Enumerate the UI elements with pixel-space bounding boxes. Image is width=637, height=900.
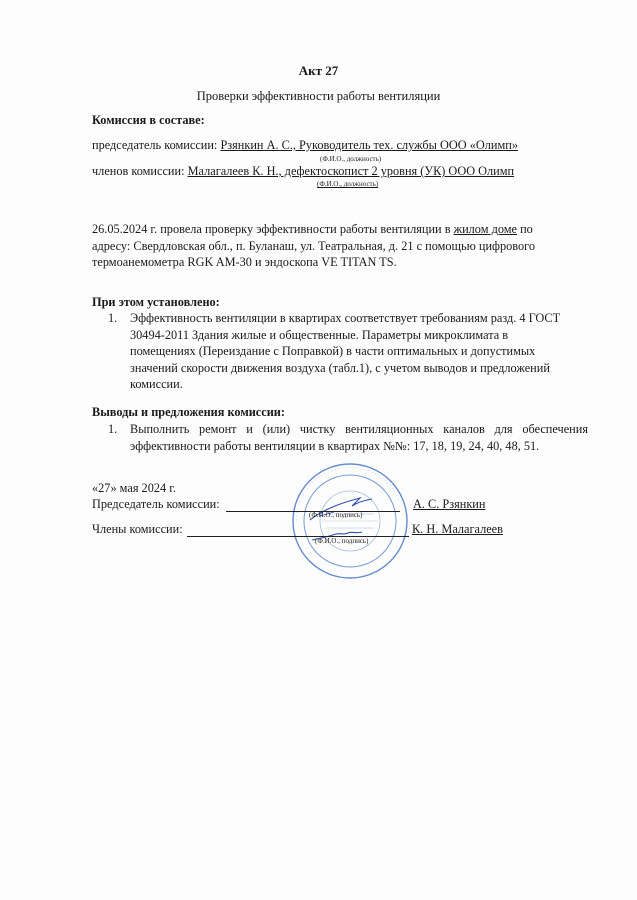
established-item-number: 1. (108, 311, 118, 325)
established-item (108, 310, 570, 393)
members-value: Малагалеев К. Н., дефектоскопист 2 уровня (УК) ООО Олимп (187, 164, 515, 178)
chairman-sign-name: А. С. Рзянкин (413, 497, 486, 511)
chairman-caption: (Ф.И.О., должность) (320, 155, 382, 163)
members-sign-name: К. Н. Малагалеев (412, 522, 503, 536)
chairman-value: Рзянкин А. С., Руководитель тех. службы ООО «Олимп» (220, 138, 518, 152)
document-subtitle: Проверки эффективности работы вентиляции (196, 89, 441, 103)
members-sign-label: Члены комиссии: (92, 522, 183, 536)
established-heading: При этом установлено: (92, 295, 220, 309)
commission-heading: Комиссия в составе: (92, 113, 205, 127)
conclusions-heading: Выводы и предложения комиссии: (92, 405, 285, 419)
svg-text:· · · · · · · · · · · · · · ·: · · · · · · · · · · · · · · · · · · · · · · · · · · · · · · · · · · · · · · · · · · (293, 464, 405, 522)
chairman-prefix: председатель комиссии: (92, 138, 221, 152)
members-sign-line (187, 536, 409, 537)
chairman-line (92, 138, 518, 153)
established-item-text: Эффективность вентиляции в квартирах соответствует требованиям разд. 4 ГОСТ 30494-2011 Здания жилые и общественные. Параметры микроклимата в помещениях (Переиздание с Поправкой) в части оптимальных и допустимых значений скорости движения воздуха (табл.1), с учетом выводов и предложений комиссии. (130, 311, 561, 391)
intro-paragraph (92, 221, 562, 271)
conclusions-item-text: Выполнить ремонт и (или) чистку вентиляционных каналов для обеспечения эффективности работы вентиляции в квартирах №№: 17, 18, 19, 24, 40, 48, 51. (130, 422, 588, 453)
signing-date: «27» мая 2024 г. (92, 481, 176, 495)
members-line (92, 164, 514, 179)
intro-part2: по адресу: Свердловская обл., п. Буланаш, ул. Театральная, д. 21 с помощью цифрового термоанемометра RGK AM-30 и эндоскопа VE TITAN TS. (92, 222, 536, 269)
chairman-sign-caption: (Ф.И.О., подпись) (309, 511, 363, 519)
intro-underlined: жилом доме (453, 222, 517, 236)
document-title: Акт 27 (298, 63, 339, 78)
intro-part1: 26.05.2024 г. провела проверку эффективности работы вентиляции в (92, 222, 454, 236)
members-caption: (Ф.И.О., должность) (317, 180, 379, 188)
members-prefix: членов комиссии: (92, 164, 188, 178)
members-sign-caption: (Ф.И.О., подпись) (315, 537, 369, 545)
conclusions-item (108, 421, 588, 454)
chairman-sign-label: Председатель комиссии: (92, 497, 220, 511)
conclusions-item-number: 1. (108, 422, 118, 436)
